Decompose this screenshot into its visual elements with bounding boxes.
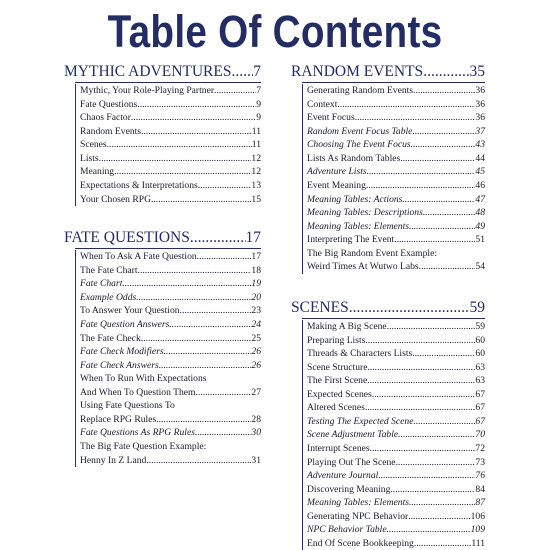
toc-entry[interactable] [303,165,485,179]
toc-entry[interactable] [303,179,485,193]
entry-title: Expectations & Interpretations [80,180,198,192]
entry-title: Fate Check Modifiers [80,346,164,358]
entry-title: Adventure Journal [307,470,379,482]
toc-entry[interactable] [76,359,261,373]
entry-title: Event Focus [307,112,355,124]
entry-title: Your Chosen RPG [80,193,151,205]
entry-page: 67 [475,415,485,427]
entry-page: 36 [475,98,485,110]
entry-page: 59 [475,321,485,333]
section-heading[interactable] [291,298,485,318]
toc-entry[interactable] [303,537,485,550]
entry-title: Interpreting The Event [307,234,395,246]
toc-entry[interactable] [76,372,261,399]
toc-entry[interactable] [76,318,261,332]
toc-entry[interactable] [76,125,261,139]
toc-entry[interactable] [76,345,261,359]
toc-entry[interactable] [303,193,485,207]
toc-entry[interactable] [76,98,261,112]
entry-title-cont: Henny In Z Land [80,454,147,466]
section-page: 59 [469,298,485,316]
entry-title: When To Run With Expectations [80,373,207,385]
toc-entry[interactable] [303,247,485,274]
toc-entry[interactable] [76,291,261,305]
toc-entry[interactable] [303,523,485,537]
entry-page: 30 [251,427,261,439]
entry-page: 31 [251,454,261,466]
entry-page: 60 [475,334,485,346]
entry-page: 46 [475,180,485,192]
entry-title: Discovering Meaning [307,483,391,495]
entry-title: Lists [80,152,99,164]
toc-entry[interactable] [76,138,261,152]
toc-column-right [291,62,485,550]
entry-page: 43 [475,139,485,151]
entry-page: 70 [475,429,485,441]
toc-entry[interactable] [76,440,261,467]
entry-title: Scene Adjustment Table [307,429,399,441]
toc-entry[interactable] [303,125,485,139]
entry-title: Meaning [80,166,115,178]
entry-title: Random Event Focus Table [307,125,413,137]
entry-list [302,84,485,274]
entry-title: Random Events [80,125,142,137]
entry-page: 11 [251,125,261,137]
entry-page: 25 [251,332,261,344]
entry-title: NPC Behavior Table [307,524,387,536]
entry-page: 37 [475,125,485,137]
toc-entry[interactable] [303,111,485,125]
entry-page: 9 [256,98,261,110]
entry-page: 15 [251,193,261,205]
entry-list [75,250,261,467]
entry-title: Adventure Lists [307,166,367,178]
entry-page: 13 [251,180,261,192]
section-title: FATE QUESTIONS [64,229,190,247]
entry-title: The Big Random Event Example: [307,247,438,259]
entry-page: 106 [470,510,485,522]
toc-entry[interactable] [76,332,261,346]
entry-page: 7 [256,85,261,97]
entry-page: 27 [251,386,261,398]
entry-page: 109 [470,524,485,536]
toc-entry[interactable] [76,399,261,426]
entry-page: 87 [475,497,485,509]
toc-entry[interactable] [76,277,261,291]
toc-section [64,62,261,206]
entry-page: 63 [475,361,485,373]
entry-title: The Fate Check [80,332,141,344]
entry-title: Example Odds [80,291,137,303]
entry-title: Testing The Expected Scene [307,415,414,427]
entry-page: 63 [475,375,485,387]
entry-page: 76 [475,470,485,482]
entry-page: 36 [475,85,485,97]
entry-page: 45 [475,166,485,178]
entry-title: Generating NPC Behavior [307,510,409,522]
entry-title: Interrupt Scenes [307,442,370,454]
entry-title: Playing Out The Scene [307,456,396,468]
entry-title: Generating Random Events [307,85,414,97]
entry-title: Making A Big Scene [307,321,387,333]
section-heading[interactable] [291,62,485,82]
toc-section [291,298,485,550]
entry-page: 23 [251,305,261,317]
entry-title: Choosing The Event Focus [307,139,411,151]
entry-title: Meaning Tables: Elements [307,220,409,232]
section-page: 35 [469,63,485,80]
entry-title: Meaning Tables: Elements [307,497,409,509]
toc-entry[interactable] [303,138,485,152]
entry-page: 51 [475,234,485,246]
toc-entry[interactable] [303,388,485,402]
entry-page: 26 [251,346,261,358]
entry-page: 26 [251,359,261,371]
entry-page: 111 [471,537,485,549]
toc-entry[interactable] [76,111,261,125]
entry-list [75,84,261,206]
toc-column-left [64,62,261,467]
entry-page: 49 [475,220,485,232]
entry-page: 20 [251,291,261,303]
entry-title: When To Ask A Fate Question [80,251,197,263]
section-heading[interactable] [64,62,261,82]
entry-page: 47 [475,193,485,205]
entry-title: Context [307,98,338,110]
toc-entry[interactable] [303,496,485,510]
entry-page: 24 [251,319,261,331]
entry-title: Preparing Lists [307,334,366,346]
entry-title: To Answer Your Question [80,305,180,317]
entry-title: Fate Questions As RPG Rules [80,427,195,439]
entry-title: Chaos Factor [80,112,131,124]
toc-entry[interactable] [303,483,485,497]
section-heading[interactable] [64,228,261,248]
entry-page: 17 [251,251,261,263]
toc-entry[interactable] [303,442,485,456]
entry-page: 67 [475,388,485,400]
entry-page: 67 [475,402,485,414]
entry-page: 72 [475,442,485,454]
toc-entry[interactable] [303,456,485,470]
entry-page: 36 [475,112,485,124]
toc-entry[interactable] [303,401,485,415]
toc-entry[interactable] [76,250,261,264]
toc-entry[interactable] [76,304,261,318]
entry-title-cont: Weird Times At Wutwo Labs [307,261,419,273]
entry-title: Expected Scenes [307,388,372,400]
entry-page: 48 [475,207,485,219]
toc-entry[interactable] [303,320,485,334]
entry-title-cont: Replace RPG Rules [80,413,157,425]
entry-page: 60 [475,348,485,360]
entry-title: Lists As Random Tables [307,152,401,164]
entry-page: 28 [251,413,261,425]
toc-entry[interactable] [303,98,485,112]
section-title: RANDOM EVENTS [291,63,424,80]
entry-title: Scene Structure [307,361,368,373]
toc-entry[interactable] [76,152,261,166]
entry-title: Fate Questions [80,98,138,110]
toc-entry[interactable] [76,264,261,278]
entry-title-cont: And When To Question Them [80,386,196,398]
toc-entry[interactable] [303,428,485,442]
toc-entry[interactable] [303,334,485,348]
entry-title: Fate Question Answers [80,319,170,331]
section-page: 17 [245,229,261,247]
entry-page: 84 [475,483,485,495]
entry-page: 44 [475,152,485,164]
toc-entry[interactable] [76,179,261,193]
toc-entry[interactable] [76,165,261,179]
section-title: SCENES [291,298,349,316]
toc-section [291,62,485,274]
toc-entry[interactable] [76,193,261,207]
entry-title: End Of Scene Bookkeeping [307,537,414,549]
toc-entry[interactable] [303,374,485,388]
entry-page: 19 [251,278,261,290]
toc-entry[interactable] [303,361,485,375]
entry-title: Threads & Characters Lists [307,348,413,360]
section-page: 7 [253,63,261,80]
toc-entry[interactable] [303,347,485,361]
entry-page: 9 [256,112,261,124]
entry-title: Meaning Tables: Descriptions [307,207,423,219]
toc-entry[interactable] [303,206,485,220]
entry-page: 12 [251,152,261,164]
toc-section [64,228,261,467]
toc-entry[interactable] [303,84,485,98]
entry-title: Altered Scenes [307,402,365,414]
entry-list [302,320,485,550]
entry-title: Meaning Tables: Actions [307,193,403,205]
section-title: MYTHIC ADVENTURES [64,63,232,80]
entry-page: 12 [251,166,261,178]
toc-entry[interactable] [303,220,485,234]
page-title: Table Of Contents [107,6,443,57]
toc-entry[interactable] [303,415,485,429]
entry-title: Scenes [80,139,107,151]
entry-page: 18 [251,264,261,276]
toc-entry[interactable] [303,233,485,247]
entry-title: The Big Fate Question Example: [80,440,207,452]
entry-page: 54 [475,261,485,273]
entry-title: Using Fate Questions To [80,400,175,412]
entry-page: 11 [251,139,261,151]
toc-entry[interactable] [303,510,485,524]
toc-entry[interactable] [303,469,485,483]
toc-entry[interactable] [76,426,261,440]
entry-title: Fate Chart [80,278,123,290]
toc-entry[interactable] [303,152,485,166]
toc-entry[interactable] [76,84,261,98]
entry-title: Fate Check Answers [80,359,159,371]
entry-page: 73 [475,456,485,468]
entry-title: Mythic, Your Role-Playing Partner [80,85,215,97]
entry-title: The First Scene [307,375,368,387]
entry-title: The Fate Chart [80,264,138,276]
entry-title: Event Meaning [307,180,366,192]
